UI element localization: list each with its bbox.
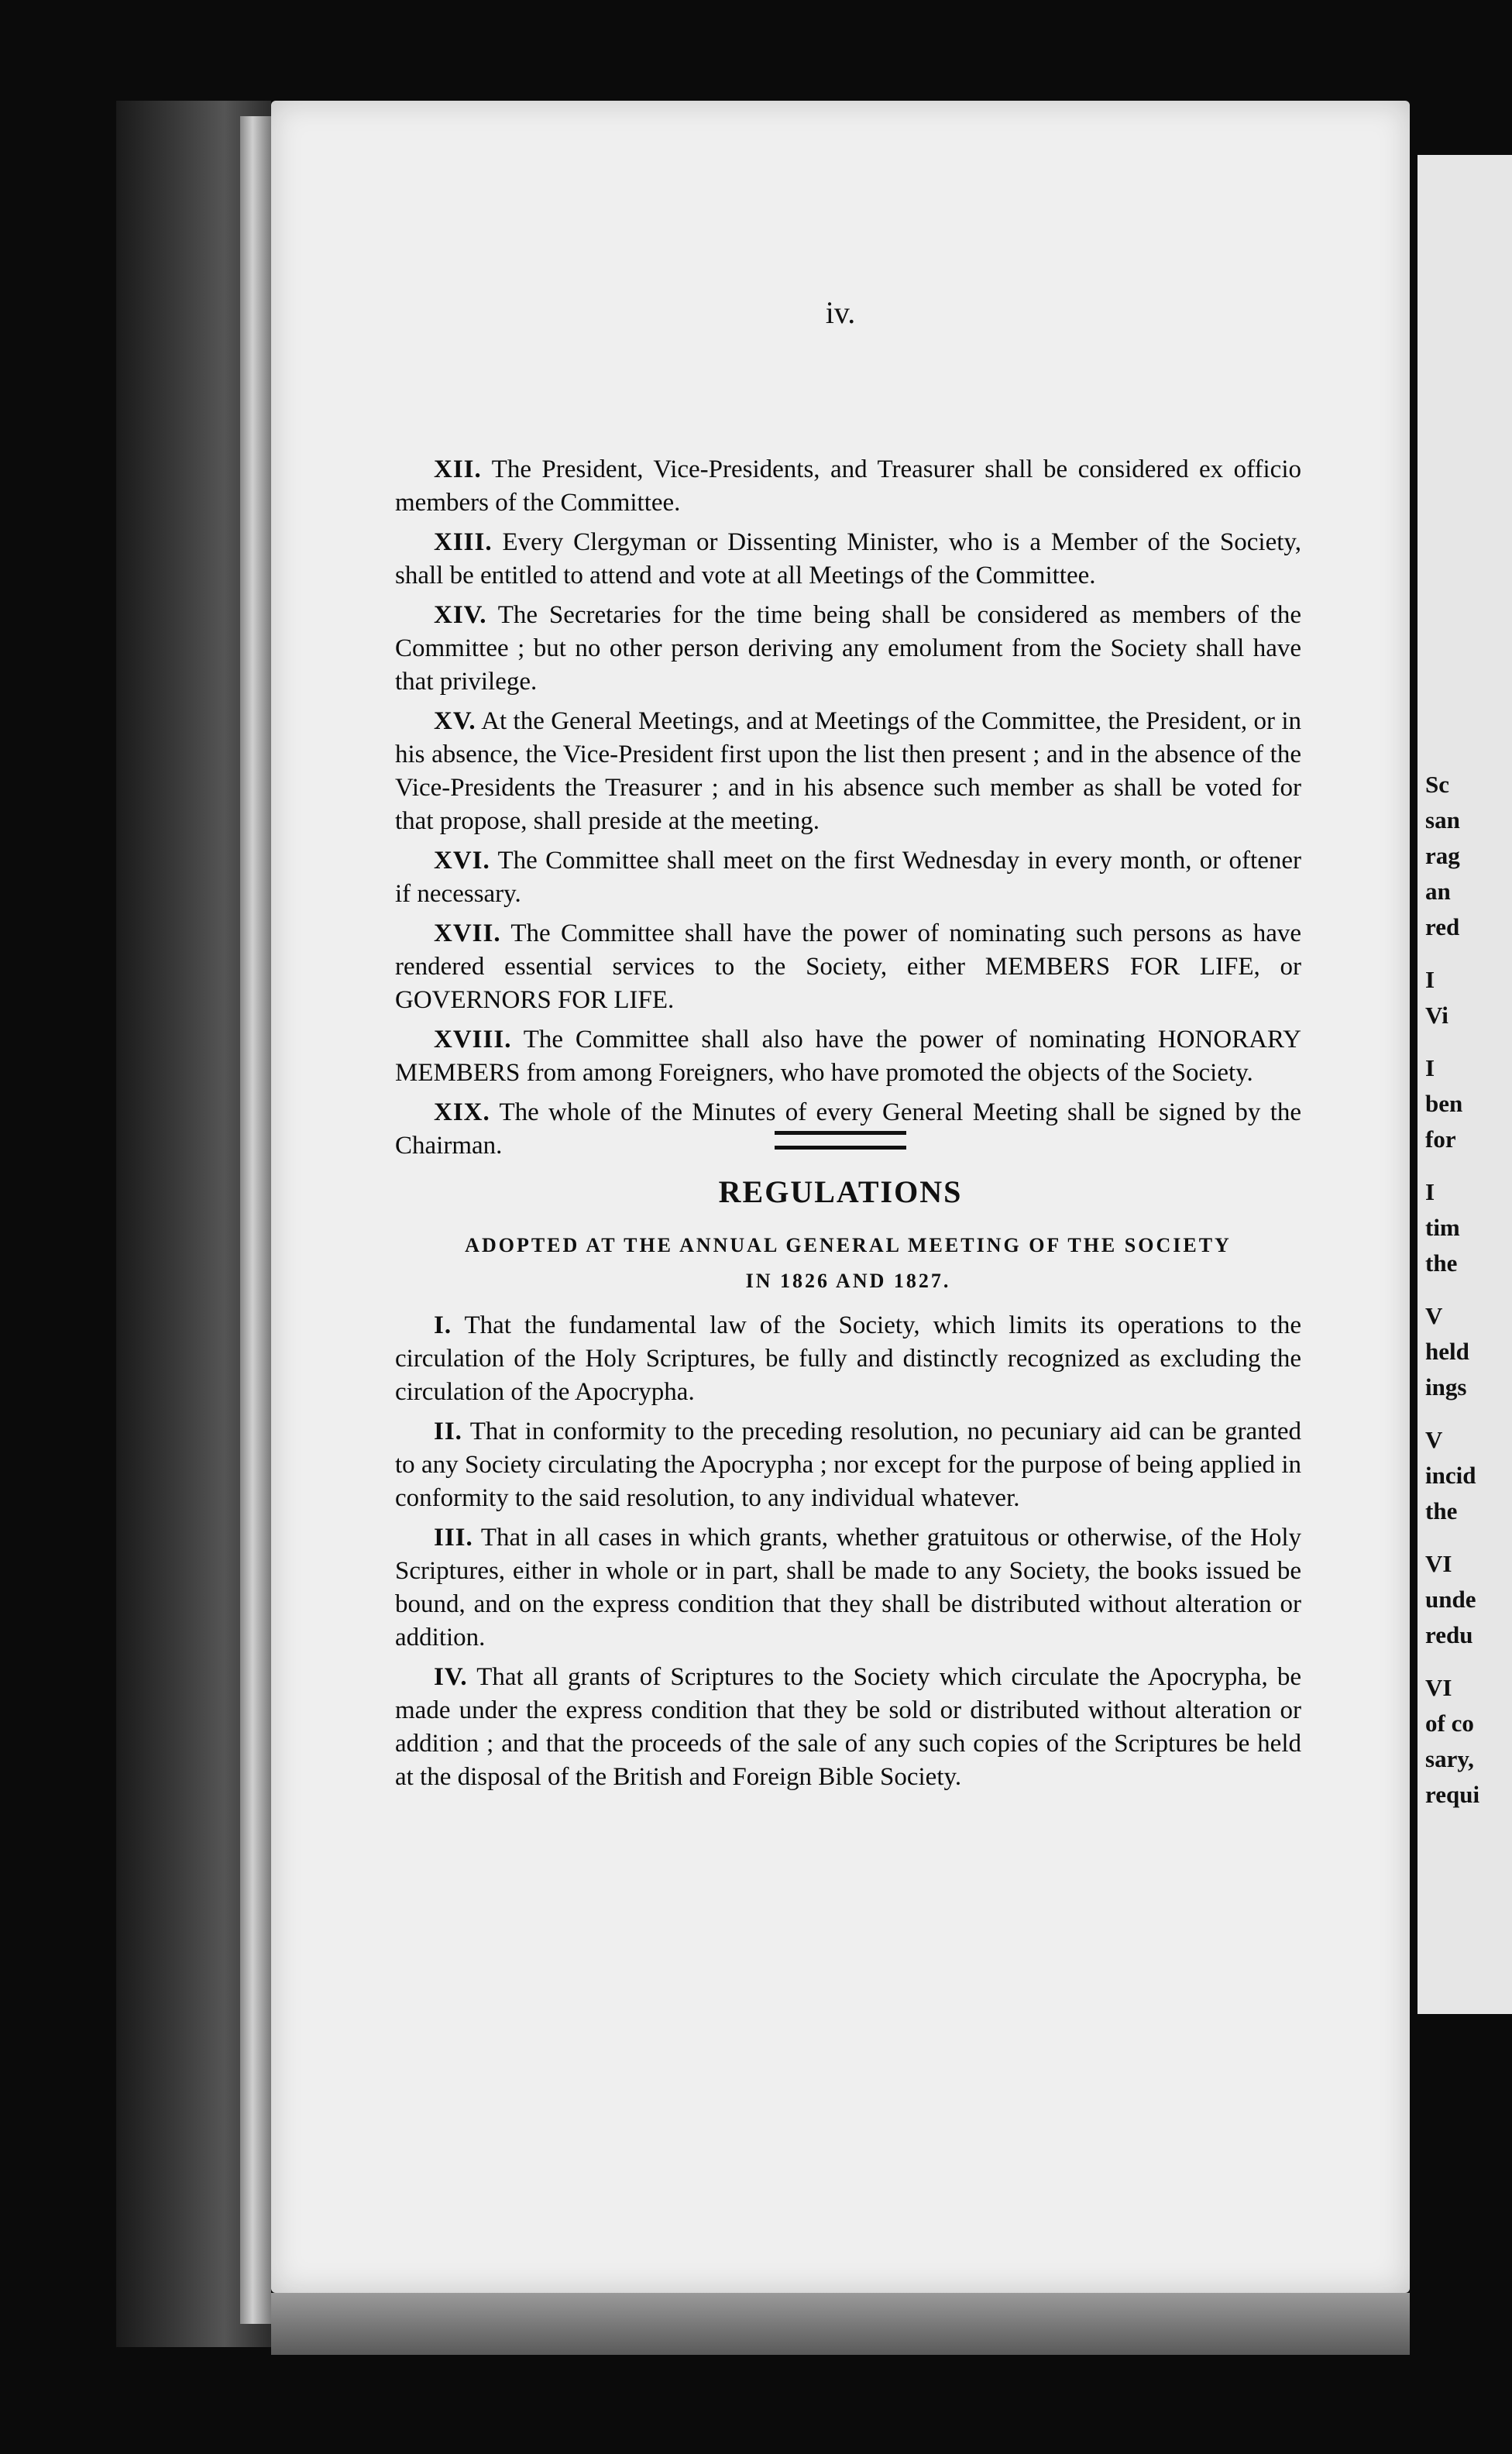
regulations-subheading: ADOPTED AT THE ANNUAL GENERAL MEETING OF THE SOCIETY IN 1826 AND 1827. <box>465 1234 1232 1292</box>
rule-xvii: XVII. The Committee shall have the power of nominating such persons as have rendered essential services to the Society, either MEMBERS FOR LIFE, or GOVERNORS FOR LIFE. <box>395 919 1301 1014</box>
adjacent-page-text: Sc san rag an red I Vi I ben for I tim the V held ings V incid the VI unde redu VI of co sary, requi <box>1425 771 1480 1808</box>
regulation-ii: II. That in conformity to the preceding resolution, no pecuniary aid can be granted to any Society circulating the Apocrypha ; nor except for the purpose of being applied in conformity to the said resolution, to any individual whatever. <box>395 1418 1301 1512</box>
regulation-iii: III. That in all cases in which grants, whether gratuitous or otherwise, of the Holy Scriptures, either in whole or in part, shall be made to any Society, the books issued be bound, and on the express condition that they shall be distributed without alteration or addition. <box>395 1524 1301 1651</box>
rule-xiv: XIV. The Secretaries for the time being shall be considered as members of the Committee ; but no other person deriving any emolument from the Society shall have that privilege. <box>395 601 1301 696</box>
rule-xviii: XVIII. The Committee shall also have the power of nominating HONORARY MEMBERS from among Foreigners, who have promoted the objects of the Society. <box>395 1026 1302 1087</box>
regulation-iv: IV. That all grants of Scriptures to the Society which circulate the Apocrypha, be made under the express condition that they be sold or distributed without alteration or addition ; and that the proceeds of the sale of any such copies of the Scriptures be held at the disposal of the British and Foreign Bible Society. <box>395 1663 1301 1791</box>
rule-xvi: XVI. The Committee shall meet on the first Wednesday in every month, or oftener if necessary. <box>395 847 1302 908</box>
book-page <box>271 101 1410 2293</box>
rule-xii: XII. The President, Vice-Presidents, and Treasurer shall be considered ex officio members of the Committee. <box>395 455 1302 517</box>
page-bottom-edge <box>271 2293 1410 2355</box>
regulation-i: I. That the fundamental law of the Society, which limits its operations to the circulation of the Holy Scriptures, be fully and distinctly recognized as excluding the circulation of the Apocrypha. <box>395 1311 1301 1406</box>
page-stack-edge <box>240 116 271 2324</box>
section-divider <box>775 1131 906 1150</box>
rules-list <box>395 453 1301 1169</box>
rule-xix: XIX. The whole of the Minutes of every General Meeting shall be signed by the Chairman. <box>395 1098 1302 1160</box>
regulations-heading: REGULATIONS <box>718 1174 963 1209</box>
page-number: iv. <box>825 295 856 330</box>
regulations-list <box>395 1309 1301 1800</box>
rule-xv: XV. At the General Meetings, and at Meetings of the Committee, the President, or in his absence, the Vice-President first upon the list then present ; and in the absence of the Vice-Presidents the Treasurer ; and in his absence such member as shall be voted for that propose, shall preside at the meeting. <box>395 707 1301 835</box>
rule-xiii: XIII. Every Clergyman or Dissenting Minister, who is a Member of the Society, shall be entitled to attend and vote at all Meetings of the Committee. <box>395 528 1302 589</box>
